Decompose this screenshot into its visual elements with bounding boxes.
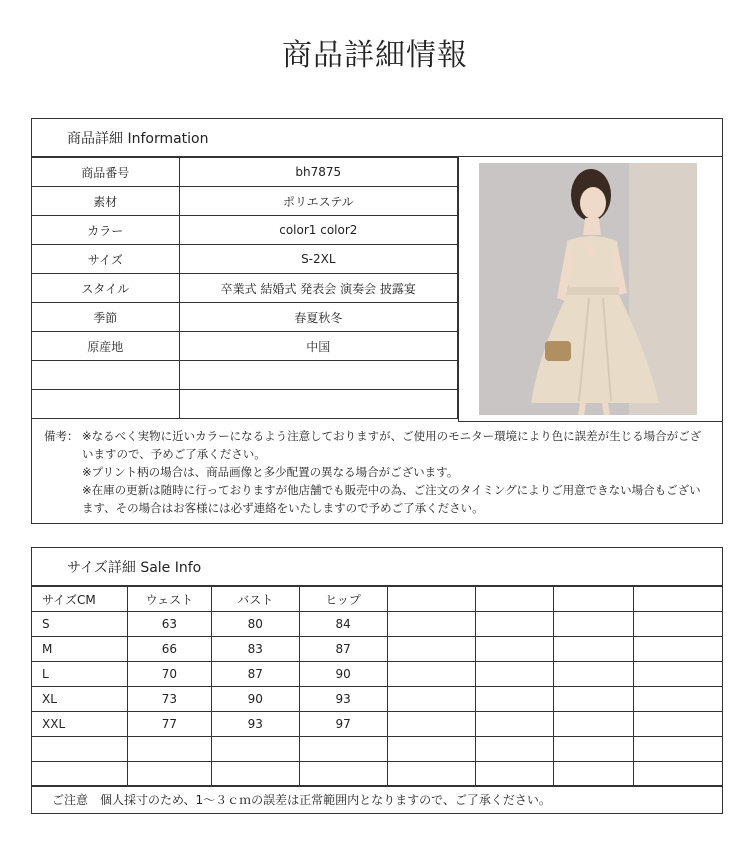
size-value-cell: 93 bbox=[299, 687, 387, 712]
size-value-cell: 97 bbox=[299, 712, 387, 737]
size-value-cell: 63 bbox=[127, 612, 211, 637]
size-value-cell bbox=[387, 662, 476, 687]
size-column-header bbox=[476, 587, 554, 612]
size-value-cell bbox=[299, 737, 387, 762]
info-value: S-2XL bbox=[179, 245, 457, 274]
info-value: 中国 bbox=[179, 332, 457, 361]
product-photo bbox=[458, 157, 723, 422]
size-value-cell bbox=[387, 687, 476, 712]
size-column-header: ウェスト bbox=[127, 587, 211, 612]
size-value-cell bbox=[554, 712, 634, 737]
info-label: スタイル bbox=[32, 274, 180, 303]
size-value-cell bbox=[127, 737, 211, 762]
info-value bbox=[179, 361, 457, 390]
size-label-cell: XXL bbox=[32, 712, 128, 737]
size-label-cell bbox=[32, 737, 128, 762]
size-column-header bbox=[634, 587, 723, 612]
note-1: ※なるべく実物に近いカラーになるよう注意しておりますが、ご使用のモニター環境により色に誤差が生じる場合がございますので、予めご了承ください。 bbox=[82, 429, 702, 461]
dress-model-image bbox=[479, 163, 697, 415]
size-header: サイズ詳細 Sale Info bbox=[32, 548, 722, 586]
size-column-header bbox=[554, 587, 634, 612]
size-value-cell bbox=[554, 687, 634, 712]
size-value-cell: 90 bbox=[299, 662, 387, 687]
info-value: color1 color2 bbox=[179, 216, 457, 245]
size-value-cell bbox=[554, 737, 634, 762]
size-column-header: ヒップ bbox=[299, 587, 387, 612]
size-value-cell: 83 bbox=[211, 637, 299, 662]
info-row bbox=[32, 390, 458, 419]
size-info-panel bbox=[31, 547, 723, 814]
info-label: 季節 bbox=[32, 303, 180, 332]
size-value-cell bbox=[476, 612, 554, 637]
info-value: 春夏秋冬 bbox=[179, 303, 457, 332]
size-value-cell bbox=[554, 662, 634, 687]
size-label-cell: M bbox=[32, 637, 128, 662]
size-value-cell bbox=[476, 687, 554, 712]
info-table bbox=[31, 157, 458, 419]
size-value-cell: 77 bbox=[127, 712, 211, 737]
size-value-cell bbox=[127, 762, 211, 787]
size-footer-note: ご注意 個人採寸のため、1～３ｃｍの誤差は正常範囲内となりますので、ご了承ください。 bbox=[32, 785, 722, 813]
size-value-cell bbox=[387, 762, 476, 787]
info-row bbox=[32, 361, 458, 390]
page-title: 商品詳細情報 bbox=[282, 38, 468, 73]
info-label: 素材 bbox=[32, 187, 180, 216]
info-label: カラー bbox=[32, 216, 180, 245]
size-value-cell bbox=[554, 637, 634, 662]
notes-section bbox=[44, 427, 710, 517]
size-table bbox=[31, 586, 723, 787]
size-value-cell bbox=[634, 737, 723, 762]
notes-label: 備考： bbox=[44, 429, 79, 443]
info-row bbox=[32, 303, 458, 332]
info-row bbox=[32, 274, 458, 303]
size-value-cell: 87 bbox=[299, 637, 387, 662]
size-value-cell bbox=[634, 662, 723, 687]
size-row bbox=[32, 737, 723, 762]
size-column-header: サイズCM bbox=[32, 587, 128, 612]
size-column-header: バスト bbox=[211, 587, 299, 612]
size-value-cell bbox=[476, 662, 554, 687]
size-value-cell: 66 bbox=[127, 637, 211, 662]
size-value-cell bbox=[387, 637, 476, 662]
size-value-cell bbox=[299, 762, 387, 787]
size-row bbox=[32, 687, 723, 712]
size-value-cell: 70 bbox=[127, 662, 211, 687]
size-value-cell bbox=[476, 737, 554, 762]
size-value-cell bbox=[634, 762, 723, 787]
size-label-cell: XL bbox=[32, 687, 128, 712]
info-label: サイズ bbox=[32, 245, 180, 274]
info-row bbox=[32, 332, 458, 361]
size-label-cell: L bbox=[32, 662, 128, 687]
info-header: 商品詳細 Information bbox=[32, 119, 722, 157]
size-row bbox=[32, 662, 723, 687]
size-value-cell: 90 bbox=[211, 687, 299, 712]
size-row bbox=[32, 762, 723, 787]
size-value-cell bbox=[211, 762, 299, 787]
size-value-cell bbox=[387, 737, 476, 762]
info-value: bh7875 bbox=[179, 158, 457, 187]
size-value-cell: 87 bbox=[211, 662, 299, 687]
info-label: 商品番号 bbox=[32, 158, 180, 187]
info-row bbox=[32, 216, 458, 245]
info-label bbox=[32, 361, 180, 390]
info-value: 卒業式 結婚式 発表会 演奏会 披露宴 bbox=[179, 274, 457, 303]
size-value-cell bbox=[476, 712, 554, 737]
size-row bbox=[32, 712, 723, 737]
size-value-cell bbox=[554, 762, 634, 787]
size-value-cell: 93 bbox=[211, 712, 299, 737]
info-row bbox=[32, 158, 458, 187]
size-value-cell bbox=[634, 612, 723, 637]
info-row bbox=[32, 245, 458, 274]
product-info-panel bbox=[31, 118, 723, 524]
size-value-cell: 73 bbox=[127, 687, 211, 712]
size-value-cell bbox=[634, 712, 723, 737]
size-value-cell: 84 bbox=[299, 612, 387, 637]
size-value-cell bbox=[211, 737, 299, 762]
size-label-cell bbox=[32, 762, 128, 787]
size-value-cell bbox=[634, 637, 723, 662]
size-row bbox=[32, 637, 723, 662]
size-row bbox=[32, 612, 723, 637]
info-label bbox=[32, 390, 180, 419]
size-value-cell bbox=[554, 612, 634, 637]
size-value-cell: 80 bbox=[211, 612, 299, 637]
size-value-cell bbox=[387, 612, 476, 637]
size-label-cell: S bbox=[32, 612, 128, 637]
size-column-header bbox=[387, 587, 476, 612]
note-2: ※プリント柄の場合は、商品画像と多少配置の異なる場合がございます。 bbox=[82, 465, 459, 479]
size-value-cell bbox=[476, 637, 554, 662]
info-row bbox=[32, 187, 458, 216]
size-value-cell bbox=[387, 712, 476, 737]
size-value-cell bbox=[634, 687, 723, 712]
size-value-cell bbox=[476, 762, 554, 787]
info-value: ポリエステル bbox=[179, 187, 457, 216]
note-3: ※在庫の更新は随時に行っておりますが他店舗でも販売中の為、ご注文のタイミングによりご用意できない場合もございます、その場合はお客様には必ず連絡をいたしますので予めご了承ください。 bbox=[82, 483, 701, 515]
info-value bbox=[179, 390, 457, 419]
info-label: 原産地 bbox=[32, 332, 180, 361]
